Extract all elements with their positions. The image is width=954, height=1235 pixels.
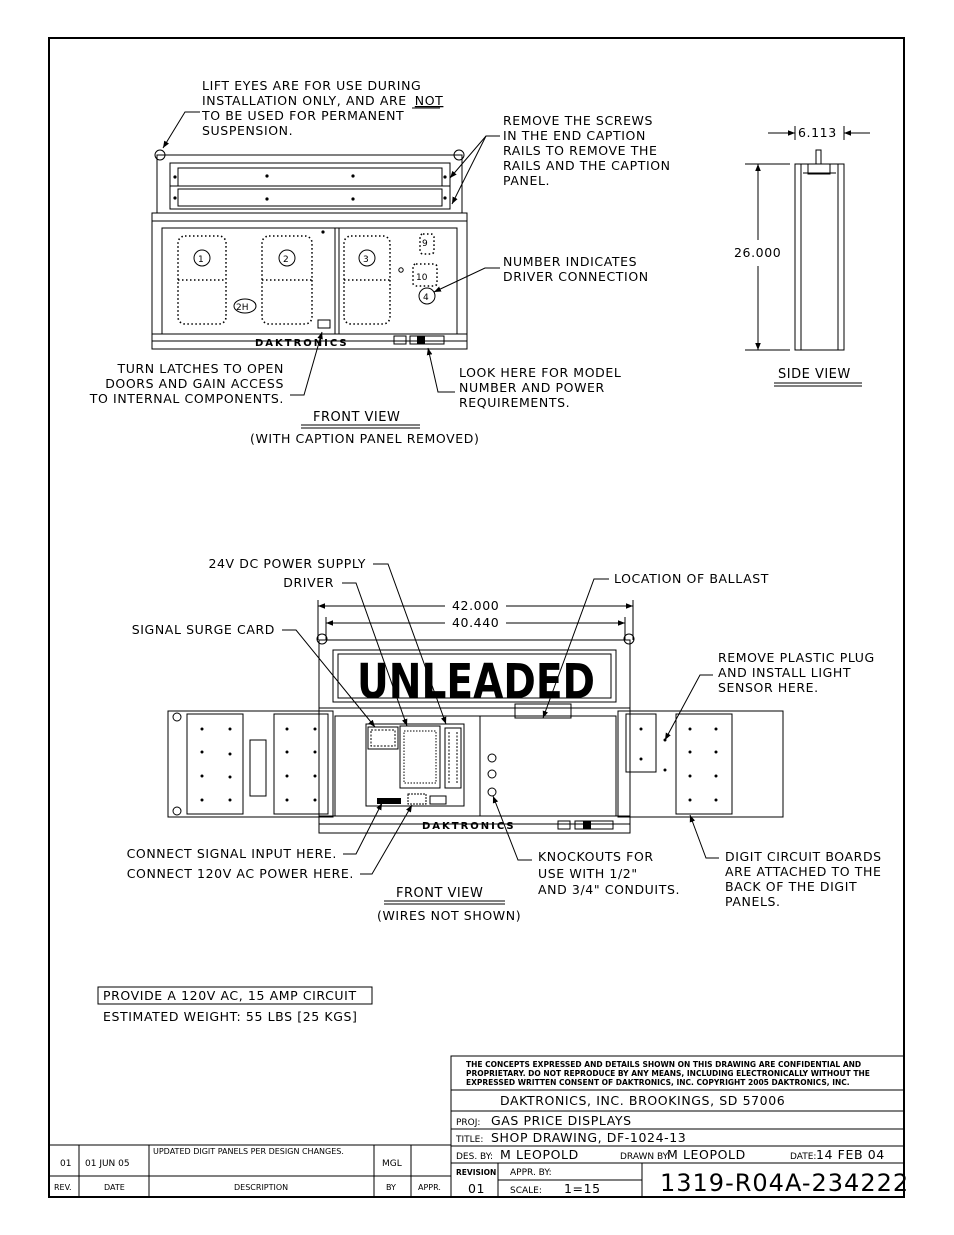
front-view-subtitle-top: (WITH CAPTION PANEL REMOVED) bbox=[250, 431, 480, 446]
provide-circuit-note: PROVIDE A 120V AC, 15 AMP CIRCUIT bbox=[103, 988, 357, 1003]
drawn-by: M LEOPOLD bbox=[667, 1147, 746, 1162]
svg-text:REMOVE PLASTIC PLUG: REMOVE PLASTIC PLUG bbox=[718, 650, 875, 665]
estimated-weight-note: ESTIMATED WEIGHT: 55 LBS [25 KGS] bbox=[103, 1009, 358, 1024]
svg-text:SIGNAL SURGE CARD: SIGNAL SURGE CARD bbox=[131, 622, 275, 637]
company-address: DAKTRONICS, INC. BROOKINGS, SD 57006 bbox=[500, 1093, 786, 1108]
proj-label: PROJ: bbox=[456, 1118, 481, 1128]
svg-text:TO INTERNAL COMPONENTS.: TO INTERNAL COMPONENTS. bbox=[89, 391, 284, 406]
svg-text:CONNECT SIGNAL INPUT HERE.: CONNECT SIGNAL INPUT HERE. bbox=[126, 846, 337, 861]
designed-by-label: DES. BY: bbox=[456, 1152, 494, 1162]
revision-table bbox=[49, 1145, 451, 1197]
fraction-bottom: 10 bbox=[416, 273, 428, 283]
svg-text:USE WITH 1/2": USE WITH 1/2" bbox=[538, 866, 638, 881]
confidential-line-3: EXPRESSED WRITTEN CONSENT OF DAKTRONICS, INC. COPYRIGHT 2005 DAKTRONICS, INC. bbox=[466, 1078, 850, 1087]
side-view bbox=[734, 125, 870, 350]
digit-label-2: 2 bbox=[283, 255, 289, 265]
svg-text:TURN LATCHES TO OPEN: TURN LATCHES TO OPEN bbox=[117, 361, 284, 376]
svg-text:REMOVE THE SCREWS: REMOVE THE SCREWS bbox=[503, 113, 654, 128]
designed-by: M LEOPOLD bbox=[500, 1147, 579, 1162]
note-lift-eyes bbox=[163, 78, 443, 148]
revision-row-rev: 01 bbox=[60, 1159, 72, 1169]
drawing-title: SHOP DRAWING, DF-1024-13 bbox=[491, 1130, 687, 1145]
header-appr: APPR. bbox=[418, 1183, 441, 1192]
svg-text:ARE ATTACHED TO THE: ARE ATTACHED TO THE bbox=[725, 864, 882, 879]
scale-label: SCALE: bbox=[510, 1186, 542, 1196]
brand-label-bottom: DAKTRONICS bbox=[422, 821, 516, 832]
dim-width-inner: 40.440 bbox=[452, 615, 500, 630]
svg-text:PANELS.: PANELS. bbox=[725, 894, 781, 909]
drawing-date: 14 FEB 04 bbox=[816, 1147, 885, 1162]
svg-text:AND INSTALL LIGHT: AND INSTALL LIGHT bbox=[718, 665, 852, 680]
dim-depth: 6.113 bbox=[798, 125, 837, 140]
side-view-title: SIDE VIEW bbox=[778, 367, 851, 382]
note-look-here bbox=[428, 348, 621, 410]
brand-label-top: DAKTRONICS bbox=[255, 338, 349, 349]
svg-text:AND 3/4" CONDUITS.: AND 3/4" CONDUITS. bbox=[538, 882, 681, 897]
svg-text:CONNECT 120V AC POWER HERE.: CONNECT 120V AC POWER HERE. bbox=[126, 866, 354, 881]
date-label: DATE: bbox=[790, 1152, 817, 1162]
digit-label-2h: 2H bbox=[236, 303, 249, 313]
svg-text:SUSPENSION.: SUSPENSION. bbox=[202, 123, 294, 138]
svg-text:IN THE END CAPTION: IN THE END CAPTION bbox=[503, 128, 646, 143]
svg-text:NUMBER INDICATES: NUMBER INDICATES bbox=[503, 254, 638, 269]
drawn-by-label: DRAWN BY: bbox=[620, 1152, 670, 1162]
drawing-number: 1319-R04A-234222 bbox=[660, 1169, 910, 1197]
caption-unleaded: UNLEADED bbox=[357, 654, 595, 710]
front-view-title-top: FRONT VIEW bbox=[313, 410, 401, 425]
header-rev: REV. bbox=[54, 1183, 72, 1192]
digit-label-4: 4 bbox=[423, 293, 429, 303]
svg-text:REQUIREMENTS.: REQUIREMENTS. bbox=[459, 395, 571, 410]
revision-row-description: UPDATED DIGIT PANELS PER DESIGN CHANGES. bbox=[153, 1147, 344, 1156]
svg-text:KNOCKOUTS FOR: KNOCKOUTS FOR bbox=[538, 849, 654, 864]
note-remove-screws bbox=[450, 113, 671, 204]
header-date: DATE bbox=[104, 1183, 125, 1192]
svg-text:LOCATION OF BALLAST: LOCATION OF BALLAST bbox=[614, 571, 770, 586]
revision-number: 01 bbox=[468, 1181, 486, 1196]
svg-text:DRIVER CONNECTION: DRIVER CONNECTION bbox=[503, 269, 649, 284]
revision-label: REVISION bbox=[456, 1168, 497, 1177]
front-view-top bbox=[152, 150, 467, 349]
svg-text:SENSOR HERE.: SENSOR HERE. bbox=[718, 680, 819, 695]
revision-row-by: MGL bbox=[382, 1159, 402, 1169]
svg-text:DOORS AND GAIN ACCESS: DOORS AND GAIN ACCESS bbox=[105, 376, 284, 391]
svg-text:BACK OF THE DIGIT: BACK OF THE DIGIT bbox=[725, 879, 858, 894]
fraction-top: 9 bbox=[422, 239, 428, 249]
svg-text:NUMBER AND POWER: NUMBER AND POWER bbox=[459, 380, 605, 395]
digit-label-3: 3 bbox=[363, 255, 369, 265]
note-number-indicates bbox=[434, 254, 649, 292]
header-by: BY bbox=[386, 1183, 396, 1192]
front-view-title-bottom: FRONT VIEW bbox=[396, 886, 484, 901]
svg-text:RAILS AND THE CAPTION: RAILS AND THE CAPTION bbox=[503, 158, 671, 173]
svg-text:DIGIT CIRCUIT BOARDS: DIGIT CIRCUIT BOARDS bbox=[725, 849, 882, 864]
confidential-line-1: THE CONCEPTS EXPRESSED AND DETAILS SHOWN ON THIS DRAWING ARE CONFIDENTIAL AND bbox=[466, 1060, 862, 1069]
scale-value: 1=15 bbox=[564, 1181, 601, 1196]
note-knockouts bbox=[493, 796, 680, 897]
title-block bbox=[451, 1056, 909, 1197]
svg-text:DRIVER: DRIVER bbox=[283, 575, 334, 590]
note-digit-boards bbox=[690, 815, 882, 909]
dim-width-outer: 42.000 bbox=[452, 598, 500, 613]
svg-text:RAILS TO REMOVE THE: RAILS TO REMOVE THE bbox=[503, 143, 658, 158]
note-remove-plug bbox=[665, 650, 875, 740]
revision-row-date: 01 JUN 05 bbox=[85, 1159, 130, 1169]
approved-by-label: APPR. BY: bbox=[510, 1168, 552, 1178]
svg-text:LOOK HERE FOR MODEL: LOOK HERE FOR MODEL bbox=[459, 365, 622, 380]
dim-height: 26.000 bbox=[734, 245, 782, 260]
title-label: TITLE: bbox=[456, 1135, 484, 1145]
header-description: DESCRIPTION bbox=[234, 1183, 289, 1192]
digit-label-1: 1 bbox=[198, 255, 204, 265]
svg-text:INSTALLATION ONLY, AND ARENOT: INSTALLATION ONLY, AND ARE NOT bbox=[202, 93, 444, 108]
svg-text:24V DC POWER SUPPLY: 24V DC POWER SUPPLY bbox=[208, 556, 366, 571]
note-connect-signal bbox=[127, 803, 382, 861]
svg-text:TO BE USED FOR PERMANENT: TO BE USED FOR PERMANENT bbox=[202, 108, 405, 123]
confidential-line-2: PROPRIETARY. DO NOT REPRODUCE BY ANY MEANS, INCLUDING ELECTRONICALLY WITHOUT THE bbox=[466, 1069, 870, 1078]
front-view-subtitle-bottom: (WIRES NOT SHOWN) bbox=[377, 908, 522, 923]
svg-text:LIFT EYES ARE FOR USE DURING: LIFT EYES ARE FOR USE DURING bbox=[202, 78, 422, 93]
svg-text:PANEL.: PANEL. bbox=[503, 173, 551, 188]
project-name: GAS PRICE DISPLAYS bbox=[491, 1113, 632, 1128]
